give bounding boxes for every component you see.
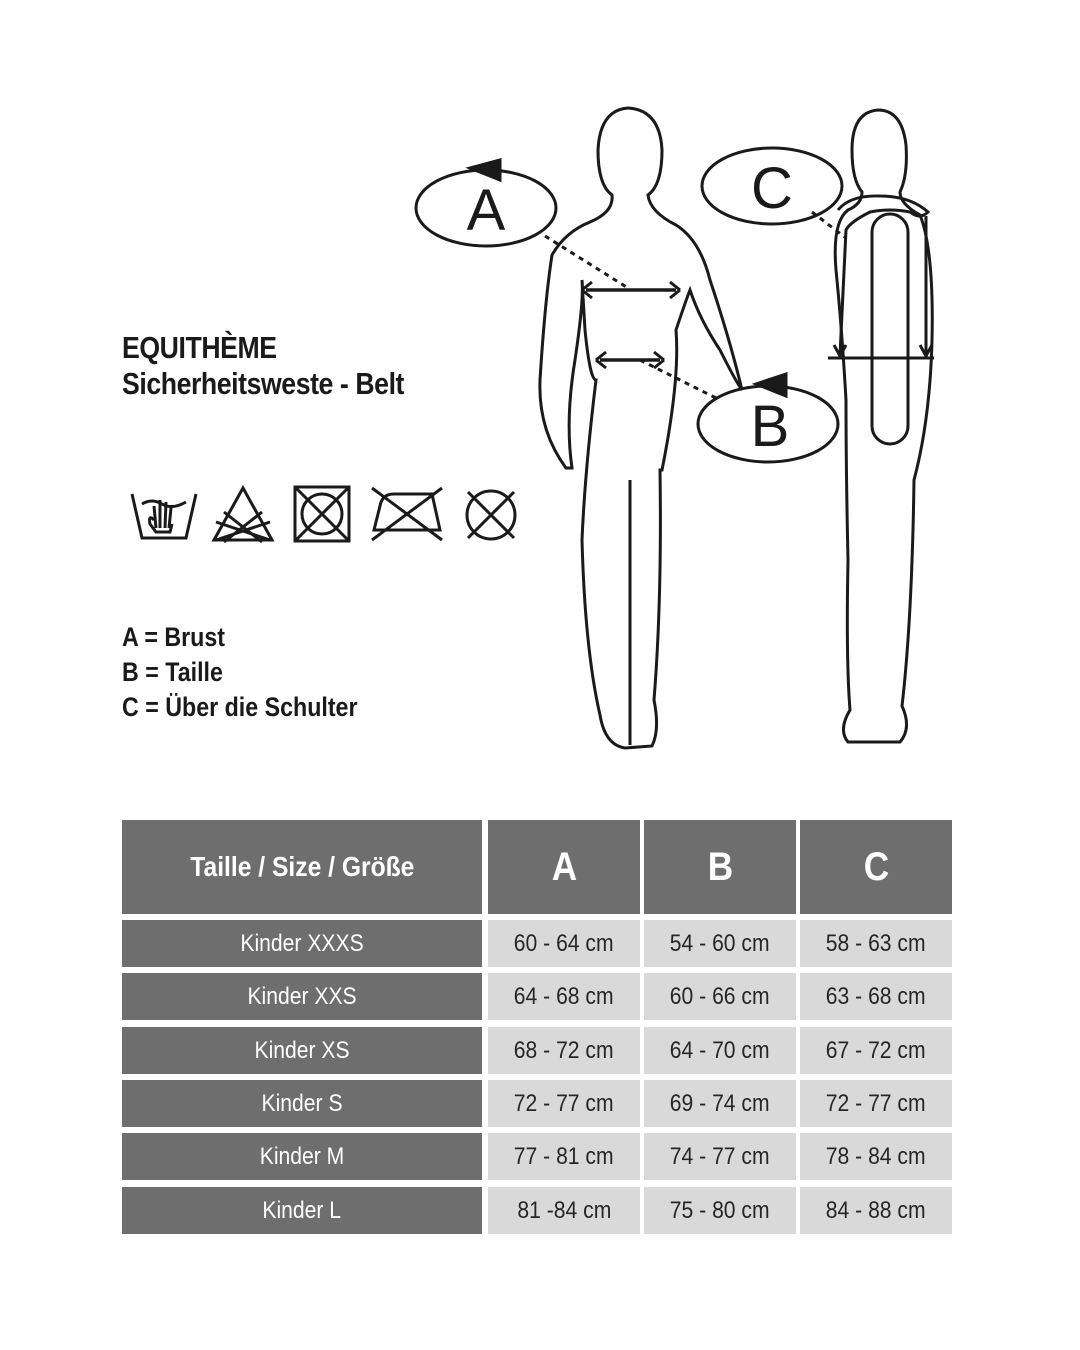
size-cell (122, 1187, 482, 1234)
legend-key: C = (122, 692, 159, 722)
value-b-text: 54 - 60 cm (670, 929, 770, 957)
value-b-text: 69 - 74 cm (670, 1089, 770, 1117)
legend-text: Brust (164, 622, 226, 652)
size-cell (122, 1080, 482, 1127)
hand-wash-icon (128, 484, 200, 546)
value-a (488, 1133, 640, 1180)
measurement-figures (400, 100, 960, 760)
value-c (800, 1187, 952, 1234)
label-c: C (751, 156, 793, 221)
legend-item-a (122, 620, 358, 655)
size-label: Kinder XXXS (240, 929, 364, 957)
value-b-text: 74 - 77 cm (670, 1142, 770, 1170)
value-c-text: 72 - 77 cm (826, 1089, 926, 1117)
header-c-label: C (863, 844, 889, 889)
header-b (644, 820, 796, 914)
no-tumble-dry-icon (292, 484, 352, 544)
header-a (488, 820, 640, 914)
measurement-legend (122, 620, 396, 725)
header-c (800, 820, 952, 914)
legend-key: B = (122, 657, 159, 687)
value-b (644, 920, 796, 967)
no-bleach-icon (210, 484, 276, 546)
value-a-text: 77 - 81 cm (514, 1142, 614, 1170)
size-cell (122, 1133, 482, 1180)
brand-name: EQUITHÈME (122, 330, 277, 365)
value-b-text: 64 - 70 cm (670, 1036, 770, 1064)
size-label: Kinder M (259, 1142, 345, 1170)
value-c (800, 973, 952, 1020)
product-name: Sicherheitsweste - Belt (122, 366, 404, 401)
value-a-text: 72 - 77 cm (514, 1089, 614, 1117)
legend-item-b (122, 655, 358, 690)
legend-key: A = (122, 622, 158, 652)
label-a-marker (416, 160, 556, 246)
legend-item-c (122, 690, 358, 725)
size-label: Kinder XXS (247, 982, 357, 1010)
value-c-text: 84 - 88 cm (826, 1196, 926, 1224)
value-b (644, 973, 796, 1020)
value-c-text: 67 - 72 cm (826, 1036, 926, 1064)
value-c-text: 78 - 84 cm (826, 1142, 926, 1170)
value-a-text: 81 -84 cm (517, 1196, 611, 1224)
value-b-text: 75 - 80 cm (670, 1196, 770, 1224)
value-a-text: 64 - 68 cm (514, 982, 614, 1010)
value-c (800, 920, 952, 967)
value-b (644, 1027, 796, 1074)
value-c (800, 1027, 952, 1074)
value-a-text: 60 - 64 cm (514, 929, 614, 957)
value-b (644, 1133, 796, 1180)
label-c-marker (702, 148, 842, 224)
size-cell (122, 920, 482, 967)
value-c (800, 1133, 952, 1180)
side-figure (812, 110, 934, 742)
legend-text: Über die Schulter (165, 692, 358, 722)
size-label: Kinder S (261, 1089, 343, 1117)
value-b (644, 1080, 796, 1127)
header-a-label: A (551, 844, 577, 889)
size-label: Kinder XS (254, 1036, 350, 1064)
header-size-label: Taille / Size / Größe (189, 851, 415, 882)
value-b (644, 1187, 796, 1234)
value-b-text: 60 - 66 cm (670, 982, 770, 1010)
value-a (488, 1027, 640, 1074)
size-cell (122, 973, 482, 1020)
value-a (488, 973, 640, 1020)
size-label: Kinder L (262, 1196, 342, 1224)
header-b-label: B (707, 844, 733, 889)
label-b-marker (698, 374, 838, 462)
label-a: A (466, 178, 506, 243)
header-size (122, 820, 482, 914)
value-a-text: 68 - 72 cm (514, 1036, 614, 1064)
legend-text: Taille (165, 657, 223, 687)
value-c-text: 63 - 68 cm (826, 982, 926, 1010)
value-a (488, 1080, 640, 1127)
size-cell (122, 1027, 482, 1074)
value-a (488, 1187, 640, 1234)
label-b: B (750, 394, 790, 459)
value-a (488, 920, 640, 967)
value-c (800, 1080, 952, 1127)
value-c-text: 58 - 63 cm (826, 929, 926, 957)
